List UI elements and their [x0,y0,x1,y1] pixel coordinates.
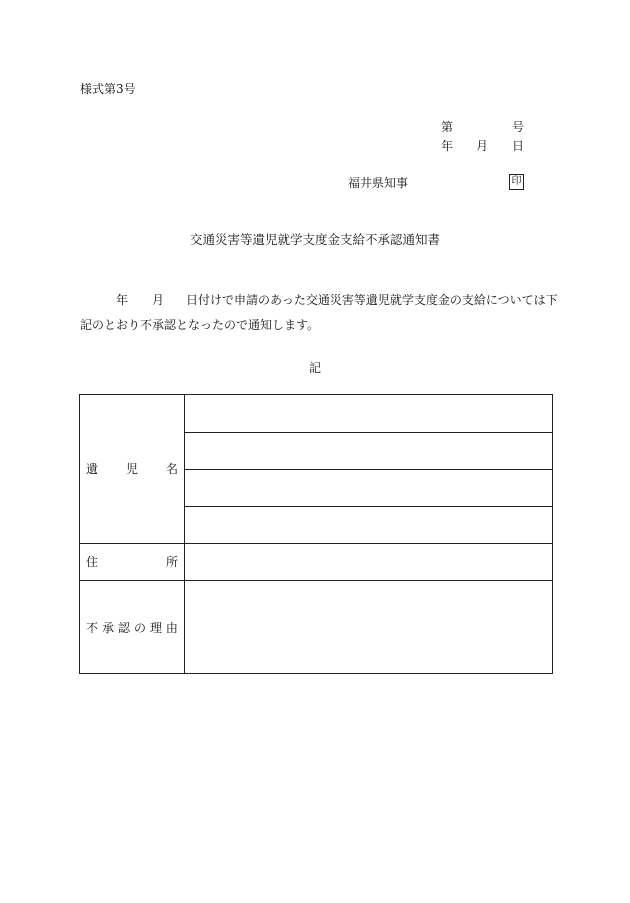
body-year: 年 [116,293,129,307]
address-cell[interactable] [185,544,552,580]
body-paragraph-line-1 [80,293,558,307]
details-table [79,394,553,674]
child-name-cell-2[interactable] [185,433,552,469]
body-month: 月 [152,293,165,307]
document-number-prefix: 第 [441,120,454,134]
document-number-suffix: 号 [512,120,525,134]
body-paragraph-line-2: 記のとおり不承認となったので通知します。 [80,318,320,332]
document-title: 交通災害等遺児就学支度金支給不承認通知書 [189,232,440,247]
issuer-name: 福井県知事 [348,176,409,190]
child-name-cell-1[interactable] [185,395,552,432]
date-day: 日 [512,139,525,153]
date-month: 月 [476,139,489,153]
child-name-cell-4[interactable] [185,507,552,543]
reason-label: 不 承 認 の 理 由 [86,621,178,635]
reason-cell[interactable] [185,581,552,673]
date-year: 年 [441,139,454,153]
ki-heading: 記 [308,361,321,375]
body-line1-text: 日付けで申請のあった交通災害等遺児就学支度金の支給については下 [186,293,558,307]
address-label: 住 所 [86,555,178,569]
child-name-label: 遺 児 名 [86,462,178,476]
form-number: 様式第3号 [80,82,136,96]
seal-stamp: 印 [509,174,524,190]
child-name-cell-3[interactable] [185,470,552,506]
